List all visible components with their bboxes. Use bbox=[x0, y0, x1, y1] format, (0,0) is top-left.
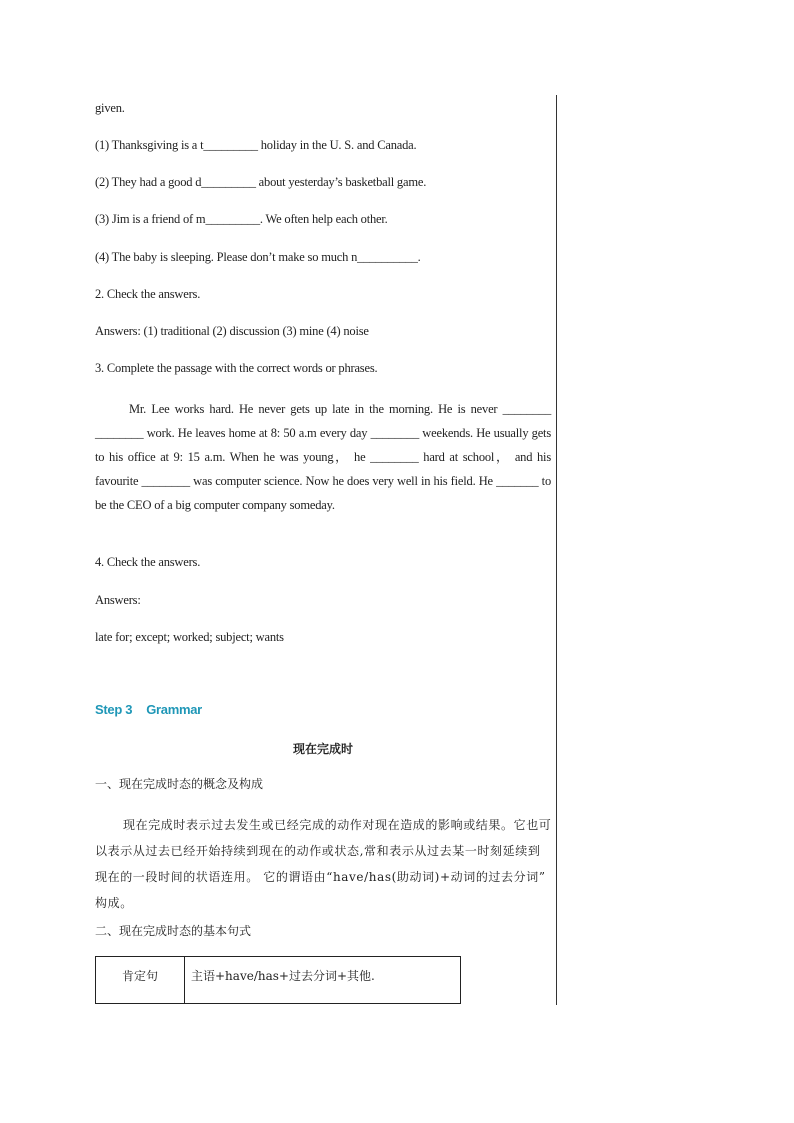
question-3: (3) Jim is a friend of m_________. We often help each other. bbox=[95, 212, 388, 226]
instruction-complete-passage: 3. Complete the passage with the correct words or phrases. bbox=[95, 361, 378, 375]
question-1: (1) Thanksgiving is a t_________ holiday in the U. S. and Canada. bbox=[95, 138, 417, 152]
grammar-title: 现在完成时 bbox=[292, 742, 353, 756]
section-heading-2: 二、现在完成时态的基本句式 bbox=[95, 924, 252, 938]
step-title: Grammar bbox=[146, 702, 202, 717]
table-row-value: 主语+have/has+过去分词+其他. bbox=[185, 957, 461, 1004]
answers-line-1: Answers: (1) traditional (2) discussion (3) mine (4) noise bbox=[95, 324, 369, 338]
passage-paragraph bbox=[95, 397, 551, 517]
answers-label: Answers: bbox=[95, 593, 141, 607]
instruction-check-answers-2: 4. Check the answers. bbox=[95, 555, 201, 569]
table-row bbox=[96, 957, 461, 1004]
grammar-paragraph bbox=[95, 812, 553, 916]
question-2: (2) They had a good d_________ about yesterday’s basketball game. bbox=[95, 175, 427, 189]
grammar-table bbox=[95, 956, 461, 1004]
question-4: (4) The baby is sleeping. Please don’t make so much n__________. bbox=[95, 250, 421, 264]
grammar-paragraph-text: 现在完成时表示过去发生或已经完成的动作对现在造成的影响或结果。它也可以表示从过去已经开始持续到现在的动作或状态,常和表示从过去某一时刻延续到现在的一段时间的状语连用。 它的谓语由“have/has(助动词)+动词的过去分词” 构成。 bbox=[95, 818, 552, 910]
column-divider bbox=[556, 95, 557, 1005]
step-heading bbox=[95, 702, 202, 717]
section-heading-1: 一、现在完成时态的概念及构成 bbox=[95, 777, 264, 791]
text-given: given. bbox=[95, 101, 125, 115]
instruction-check-answers: 2. Check the answers. bbox=[95, 287, 201, 301]
step-label: Step 3 bbox=[95, 702, 133, 717]
answers-line-2: late for; except; worked; subject; wants bbox=[95, 630, 284, 644]
table-row-header: 肯定句 bbox=[96, 957, 185, 1004]
passage-text: Mr. Lee works hard. He never gets up late in the morning. He is never ________ ________ work. He leaves home at 8: 50 a.m every day ________ weekends. He usually gets to his office at 9: 15 a.m. When he was young， he ________ hard at school， and his favourite ________ was computer science. Now he does very well in his field. He _______ to be the CEO of a big computer company someday. bbox=[95, 402, 551, 512]
